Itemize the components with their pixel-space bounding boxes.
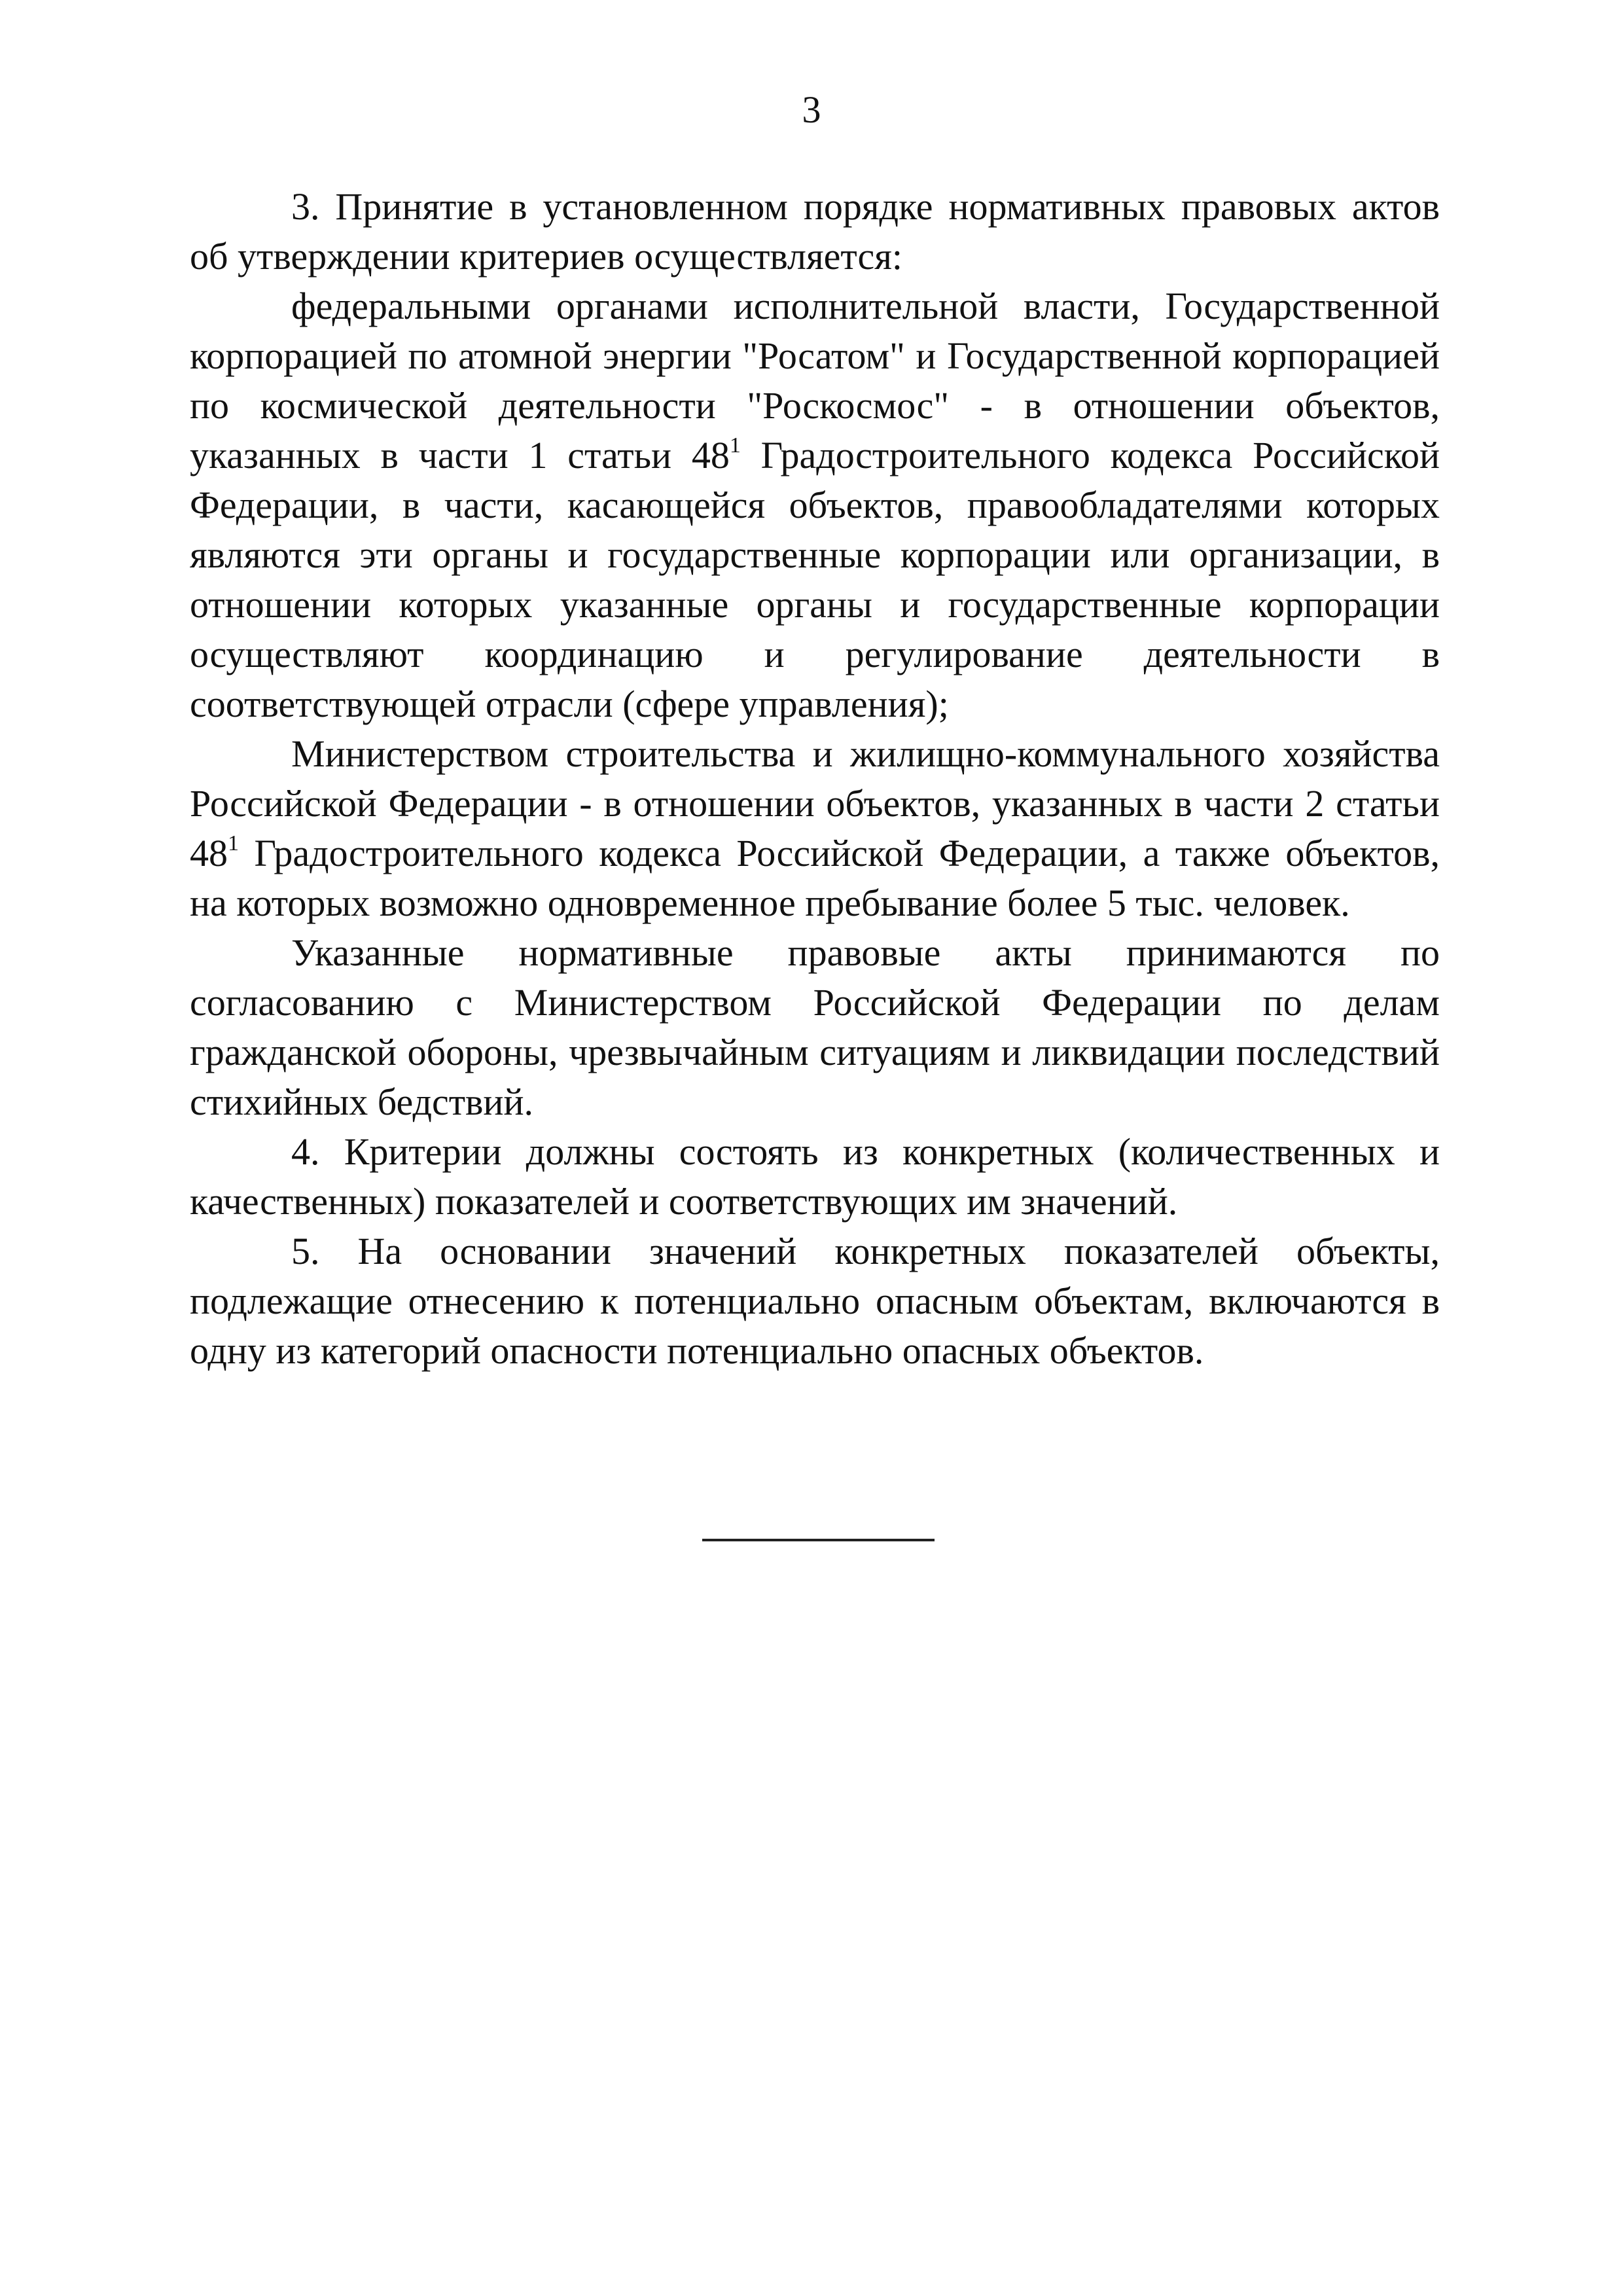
paragraph-text-start: Министерством строительства и жилищно-коммунального хозяйства Российской Федерации - в отношении объектов, указанных в части 2 статьи 48	[190, 732, 1440, 874]
end-divider-line	[702, 1539, 935, 1541]
paragraph-approval: Указанные нормативные правовые акты принимаются по согласованию с Министерством Российской Федерации по делам гражданской обороны, чрезвычайным ситуациям и ликвидации последствий стихийных бедствий.	[190, 931, 1440, 1123]
paragraph-3-intro: 3. Принятие в установленном порядке нормативных правовых актов об утверждении критериев осуществляется:	[190, 185, 1440, 278]
paragraph-text-end: Градостроительного кодекса Российской Федерации, в части, касающейся объектов, правообладателями которых являются эти органы и государственные корпорации или организации, в отношении которых указанные органы и государственные корпорации осуществляют координацию и регулирование деятельности в соответствующей отрасли (сфере управления);	[190, 434, 1440, 725]
paragraph-federal-bodies	[190, 281, 1440, 729]
document-body	[190, 182, 1440, 1376]
paragraph-text-start: федеральными органами исполнительной власти, Государственной корпорацией по атомной энергии "Росатом" и Государственной корпорацией по космической деятельности "Роскосмос" - в отношении объектов, указанных в части 1 статьи 48	[190, 285, 1440, 476]
paragraph-5-categories: 5. На основании значений конкретных показателей объекты, подлежащие отнесению к потенциально опасным объектам, включаются в одну из категорий опасности потенциально опасных объектов.	[190, 1230, 1440, 1372]
page-number: 3	[802, 88, 821, 131]
paragraph-ministry-construction	[190, 729, 1440, 928]
superscript-index: 1	[729, 433, 741, 457]
paragraph-text-end: Градостроительного кодекса Российской Федерации, а также объектов, на которых возможно одновременное пребывание более 5 тыс. человек.	[190, 832, 1440, 924]
superscript-index: 1	[228, 831, 239, 855]
paragraph-4-criteria: 4. Критерии должны состоять из конкретных (количественных и качественных) показателей и соответствующих им значений.	[190, 1130, 1440, 1223]
